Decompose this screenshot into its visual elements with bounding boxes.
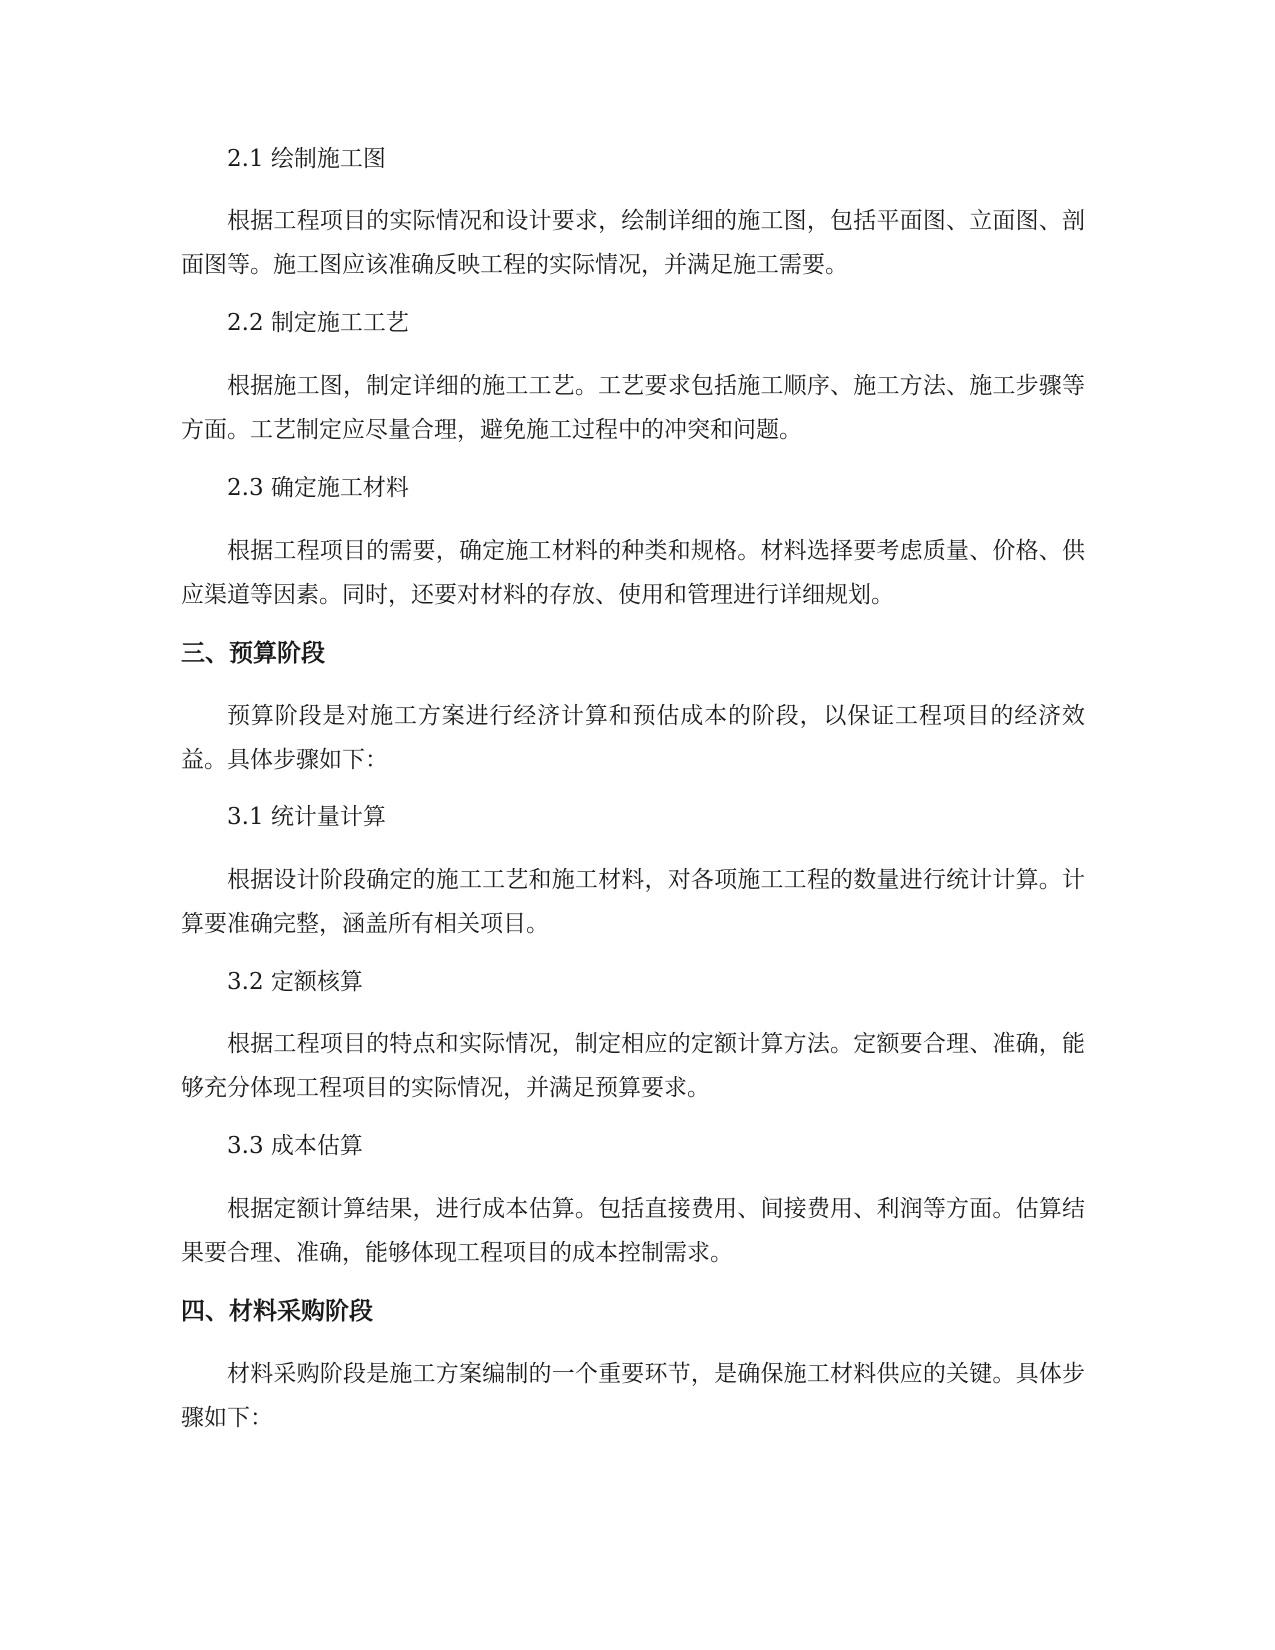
section-3-intro-paragraph: 预算阶段是对施工方案进行经济计算和预估成本的阶段，以保证工程项目的经济效益。具体步骤如下： [181, 703, 1085, 773]
section-3-2-title: 3.2 定额核算 [227, 969, 363, 995]
section-2-2-title: 2.2 制定施工工艺 [227, 310, 409, 336]
section-3-1-paragraph: 根据设计阶段确定的施工工艺和施工材料，对各项施工工程的数量进行统计计算。计算要准确完整，涵盖所有相关项目。 [181, 867, 1085, 937]
section-3-3-paragraph: 根据定额计算结果，进行成本估算。包括直接费用、间接费用、利润等方面。估算结果要合理、准确，能够体现工程项目的成本控制需求。 [181, 1196, 1085, 1266]
section-2-3-paragraph: 根据工程项目的需要，确定施工材料的种类和规格。材料选择要考虑质量、价格、供应渠道等因素。同时，还要对材料的存放、使用和管理进行详细规划。 [181, 538, 1085, 608]
section-2-1-paragraph: 根据工程项目的实际情况和设计要求，绘制详细的施工图，包括平面图、立面图、剖面图等。施工图应该准确反映工程的实际情况，并满足施工需要。 [181, 208, 1085, 278]
section-4-heading: 四、材料采购阶段 [181, 1297, 373, 1325]
section-2-2-paragraph: 根据施工图，制定详细的施工工艺。工艺要求包括施工顺序、施工方法、施工步骤等方面。工艺制定应尽量合理，避免施工过程中的冲突和问题。 [181, 373, 1085, 443]
section-3-1-title: 3.1 统计量计算 [227, 804, 386, 830]
section-3-2-paragraph: 根据工程项目的特点和实际情况，制定相应的定额计算方法。定额要合理、准确，能够充分体现工程项目的实际情况，并满足预算要求。 [181, 1031, 1085, 1101]
section-3-heading: 三、预算阶段 [181, 639, 325, 667]
section-2-3-title: 2.3 确定施工材料 [227, 475, 409, 501]
section-3-3-title: 3.3 成本估算 [227, 1133, 363, 1159]
section-2-1-title: 2.1 绘制施工图 [227, 146, 386, 172]
section-4-intro-paragraph: 材料采购阶段是施工方案编制的一个重要环节，是确保施工材料供应的关键。具体步骤如下： [181, 1361, 1085, 1431]
